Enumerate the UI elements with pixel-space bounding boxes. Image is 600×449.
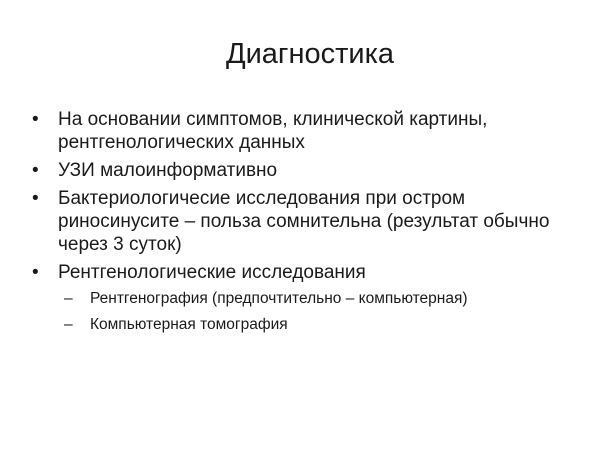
bullet-marker: • [32, 262, 39, 283]
sub-bullet-text: Рентгенография (предпочтительно – компьютерная) [90, 290, 468, 307]
bullet-text: Рентгенологические исследования [58, 262, 366, 283]
bullet-text: Бактериологичесие исследования при остром риносинусите – польза сомнительна (результат обычно через 3 суток) [58, 188, 550, 255]
sub-bullet-marker: – [64, 290, 73, 307]
bullet-marker: • [32, 160, 39, 181]
bullet-list [32, 108, 577, 341]
bullet-item [32, 108, 577, 154]
bullet-item [32, 261, 577, 284]
sub-bullet-item [64, 289, 577, 309]
bullet-item [32, 159, 577, 182]
sub-bullet-marker: – [64, 316, 73, 333]
bullet-marker: • [32, 109, 39, 130]
sub-bullet-text: Компьютерная томография [90, 316, 288, 333]
bullet-marker: • [32, 188, 39, 209]
bullet-text: УЗИ малоинформативно [58, 160, 278, 181]
sub-bullet-item [64, 315, 577, 335]
slide-title: Диагностика [225, 38, 395, 70]
bullet-text: На основании симптомов, клинической картины, рентгенологических данных [58, 109, 488, 153]
bullet-item [32, 187, 577, 256]
